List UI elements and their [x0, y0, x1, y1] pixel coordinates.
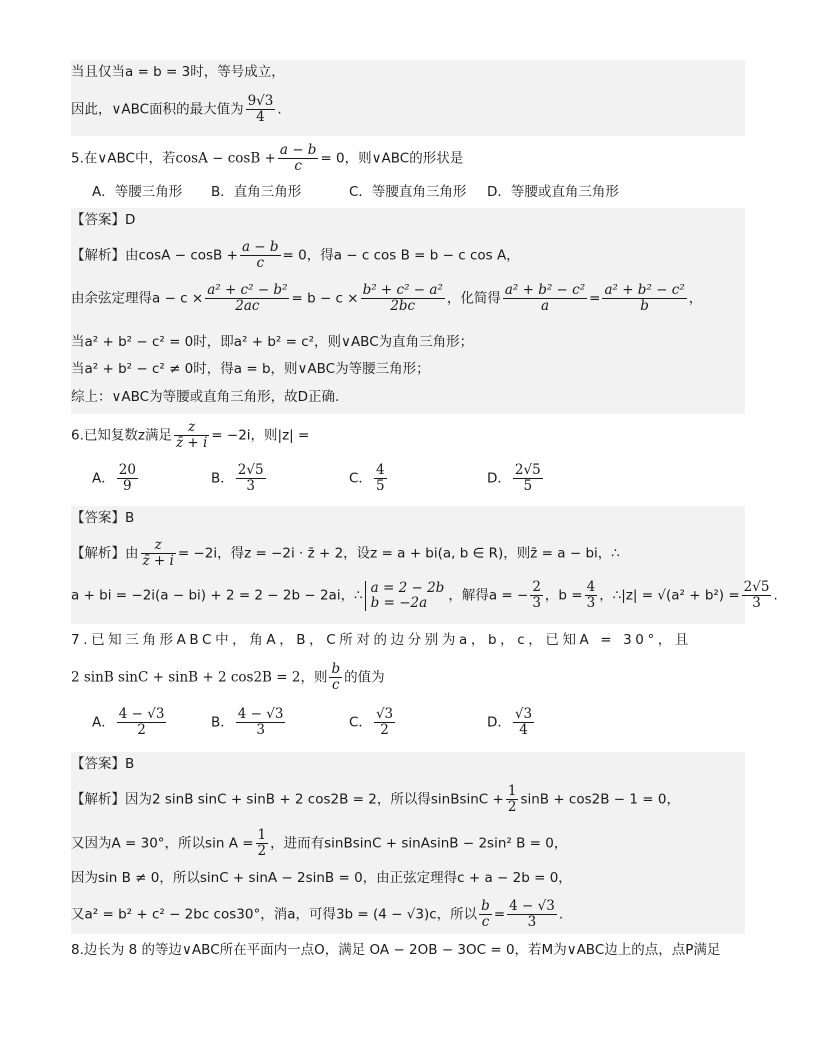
- q7-a1-fraction: $\frac{1}{2}$: [507, 783, 517, 815]
- q6-analysis-line-1: 【解析】由 $\frac{z}{z̄ + i}$ = −2i，得z = −2i · z̄ + 2，设z = a + bi(a, b ∈ R)，则z̄ = a − bi，∴: [71, 537, 620, 569]
- q6-a2-fraction-3: $\frac{2√5}{3}$: [743, 579, 770, 611]
- q7-option-b: B． $\frac{4 - √3}{3}$: [211, 706, 284, 738]
- q6-option-c: C． $\frac{4}{5}$: [349, 462, 385, 494]
- q7-option-d: D． $\frac{√3}{4}$: [487, 706, 533, 738]
- q6-stem-fraction: $\frac{z}{z̄ + i}$: [175, 419, 208, 451]
- q6-a2-fraction-1: $\frac{2}{3}$: [532, 579, 541, 611]
- q7-a2-fraction: $\frac{1}{2}$: [257, 827, 267, 859]
- q5-option-b: B．直角三角形: [211, 184, 302, 200]
- q6-equation-system: a = 2 − 2b b = −2a: [365, 581, 447, 611]
- q6-option-d: D． $\frac{2√5}{5}$: [487, 462, 541, 494]
- q5-analysis-line-2: 由余弦定理得a − c × $\frac{\text{a² + c² − b²}}{2ac}$ = b − c × $\frac{\text{b² + c² − a²}}{2bc}$ ，化简得 $\frac{\text{a² + b² − c²}}{a}$ = $\frac{\text{a² + b² − c²}}{b}$ ，: [71, 282, 703, 314]
- q5-a1-fraction: $\frac{a - b}{c}$: [241, 239, 279, 271]
- q6-stem: 6.已知复数z满足 $\frac{z}{z̄ + i}$ = −2i，则|z| =: [71, 419, 310, 451]
- q5-option-c: C．等腰直角三角形: [349, 184, 467, 200]
- q7-a4-fraction-2: $\frac{4 - √3}{3}$: [509, 898, 555, 930]
- q7-a4-fraction-1: $\frac{b}{c}$: [481, 898, 490, 930]
- q7-stem-line-1: 7.已知三角形ABC中，角A，B，C所对的边分别为a，b，c，已知A = 30°，且: [71, 632, 693, 648]
- q5-analysis-line-1: 【解析】由cosA − cosB + $\frac{a - b}{c}$ = 0，得a − c cos B = b − c cos A，: [71, 239, 520, 271]
- q5-answer: 【答案】D: [71, 212, 136, 228]
- q5-a2-fraction-4: $\frac{\text{a² + b² − c²}}{b}$: [604, 282, 685, 314]
- q5-analysis-line-5: 综上：∨ABC为等腰或直角三角形，故D正确.: [71, 389, 340, 405]
- q6-option-b: B． $\frac{2√5}{3}$: [211, 462, 264, 494]
- q6-a2-fraction-2: $\frac{4}{3}$: [586, 579, 596, 611]
- q5-stem-fraction: $\frac{a - b}{c}$: [279, 142, 317, 174]
- q5-a2-fraction-1: $\frac{\text{a² + c² − b²}}{2ac}$: [207, 282, 288, 314]
- q6-answer: 【答案】B: [71, 510, 135, 526]
- q5-stem: 5.在∨ABC中，若cosA − cosB + $\frac{a - b}{c}$ = 0，则∨ABC的形状是: [71, 142, 464, 174]
- q8-stem: 8.边长为 8 的等边∨ABC所在平面内一点O，满足 OA − 2OB − 3OC = 0，若M为∨ABC边上的点，点P满足: [71, 942, 721, 958]
- prev-solution-line-2: 因此，∨ABC面积的最大值为 $\frac{9√3}{4}$ .: [71, 93, 282, 125]
- q7-analysis-line-4: 又a² = b² + c² − 2bc cos30°，消a，可得3b = (4 − √3)c，所以 $\frac{b}{c}$ = $\frac{4 - √3}{3}$ .: [71, 898, 564, 930]
- q5-a2-fraction-3: $\frac{\text{a² + b² − c²}}{a}$: [504, 282, 586, 314]
- prev-solution-line-1: 当且仅当a = b = 3时，等号成立，: [71, 64, 285, 80]
- q7-analysis-line-3: 因为sin B ≠ 0，所以sinC + sinA − 2sinB = 0，由正弦定理得c + a − 2b = 0，: [71, 870, 572, 886]
- q7-stem-fraction: $\frac{b}{c}$: [331, 661, 341, 693]
- q7-option-a: A． $\frac{4 - √3}{2}$: [92, 706, 165, 738]
- q7-answer: 【答案】B: [71, 756, 135, 772]
- q5-option-a: A．等腰三角形: [92, 184, 183, 200]
- q6-analysis-line-2: a + bi = −2i(a − bi) + 2 = 2 − 2b − 2ai，∴ a = 2 − 2b b = −2a ，解得a = − $\frac{2}{3}$ ，b = $\frac{4}{3}$ ，∴|z| = √(a² + b²) = $\frac{2√5}{3}$ .: [71, 579, 778, 611]
- q5-analysis-line-3: 当a² + b² − c² = 0时，即a² + b² = c²，则∨ABC为直角三角形；: [71, 334, 474, 350]
- q5-option-d: D．等腰或直角三角形: [487, 184, 619, 200]
- q7-analysis-line-2: 又因为A = 30°，所以sin A = $\frac{1}{2}$ ，进而有sinBsinC + sinAsinB − 2sin² B = 0，: [71, 827, 568, 859]
- q6-a1-fraction: $\frac{z}{z̄ + i}$: [142, 537, 174, 569]
- q7-analysis-line-1: 【解析】因为2 sinB sinC + sinB + 2 cos2B = 2，所以得sinBsinC + $\frac{1}{2}$ sinB + cos2B − 1 = 0，: [71, 783, 680, 815]
- q7-option-c: C． $\frac{√3}{2}$: [349, 706, 394, 738]
- q5-analysis-line-4: 当a² + b² − c² ≠ 0时，得a = b，则∨ABC为等腰三角形；: [71, 361, 430, 377]
- q5-a2-fraction-2: $\frac{\text{b² + c² − a²}}{2bc}$: [362, 282, 443, 314]
- q7-stem-line-2: 2 sinB sinC + sinB + 2 cos2B = 2，则 $\frac{b}{c}$ 的值为: [71, 661, 385, 693]
- area-fraction: $\frac{9√3}{4}$: [247, 93, 274, 125]
- q6-option-a: A． $\frac{20}{9}$: [92, 462, 136, 494]
